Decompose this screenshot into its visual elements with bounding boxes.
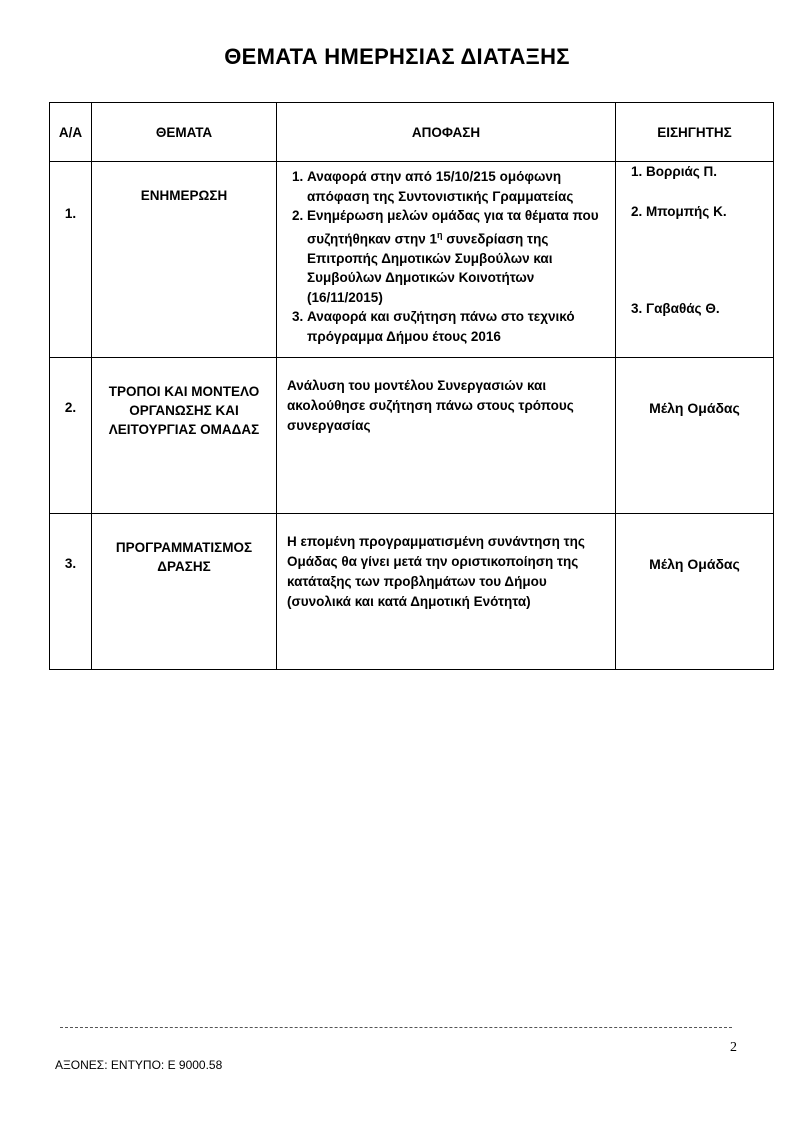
topic-cell [92,514,277,670]
header-decision: ΑΠΟΦΑΣΗ [277,103,616,162]
decision-item: 3. Αναφορά και συζήτηση πάνω στο τεχνικό πρόγραμμα Δήμου έτους 2016 [307,307,609,346]
reporter-text: Μέλη Ομάδας [649,400,740,416]
reporter-cell [616,514,774,670]
header-topics: ΘΕΜΑΤΑ [92,103,277,162]
row-number-cell [50,358,92,514]
decision-cell [277,162,616,358]
table-header-row [50,103,774,162]
header-reporter: ΕΙΣΗΓΗΤΗΣ [616,103,774,162]
table-row [50,162,774,358]
footer-divider [60,1027,732,1028]
agenda-table [49,102,774,670]
reporter-cell [616,162,774,358]
decision-cell [277,514,616,670]
page-number: 2 [730,1040,737,1055]
decision-item: 2. Ενημέρωση μελών ομάδας για τα θέματα που συζητήθηκαν στην $1^\eta$ συνεδρίαση της Επιτροπής Δημοτικών Συμβούλων και Συμβούλων Δημοτικών Κοινοτήτων (16/11/2015) [307,206,609,307]
table-row [50,514,774,670]
row-number-cell [50,162,92,358]
topic-text: ΠΡΟΓΡΑΜΜΑΤΙΣΜΟΣ ΔΡΑΣΗΣ [115,540,253,574]
decision-text: Ανάλυση του μοντέλου Συνεργασιών και ακολούθησε συζήτηση πάνω στους τρόπους συνεργασίας [287,378,574,433]
reporter-item: 2. Μπομπής Κ. [646,202,767,222]
topic-cell [92,358,277,514]
header-aa: Α/Α [50,103,92,162]
topic-text: ΕΝΗΜΕΡΩΣΗ [140,188,228,203]
row-number: 1. [64,206,77,221]
row-number: 2. [64,400,77,415]
superscript: η [436,229,443,240]
table-row [50,358,774,514]
reporter-list [622,162,767,319]
row-number: 3. [64,556,77,571]
reporter-text: Μέλη Ομάδας [649,556,740,572]
decision-list [283,162,609,346]
decision-item: 1. Αναφορά στην από 15/10/215 ομόφωνη απόφαση της Συντονιστικής Γραμματείας [307,167,609,206]
reporter-cell [616,358,774,514]
topic-text: ΤΡΟΠΟΙ ΚΑΙ ΜΟΝΤΕΛΟ ΟΡΓΑΝΩΣΗΣ ΚΑΙ ΛΕΙΤΟΥΡΓΙΑΣ ΟΜΑΔΑΣ [108,384,260,437]
topic-cell [92,162,277,358]
row-number-cell [50,514,92,670]
reporter-item: 3. Γαβαθάς Θ. [646,299,767,319]
form-code: ΑΞΟΝΕΣ: ΕΝΤΥΠΟ: Ε 9000.58 [55,1058,223,1072]
decision-text: Η επομένη προγραμματισμένη συνάντηση της Ομάδας θα γίνει μετά την οριστικοποίηση της κατάταξης των προβλημάτων του Δήμου (συνολικά και κατά Δημοτική Ενότητα) [287,534,585,609]
reporter-item: 1. Βορριάς Π. [646,162,767,182]
page-title: ΘΕΜΑΤΑ ΗΜΕΡΗΣΙΑΣ ΔΙΑΤΑΞΗΣ [224,44,570,69]
decision-cell [277,358,616,514]
